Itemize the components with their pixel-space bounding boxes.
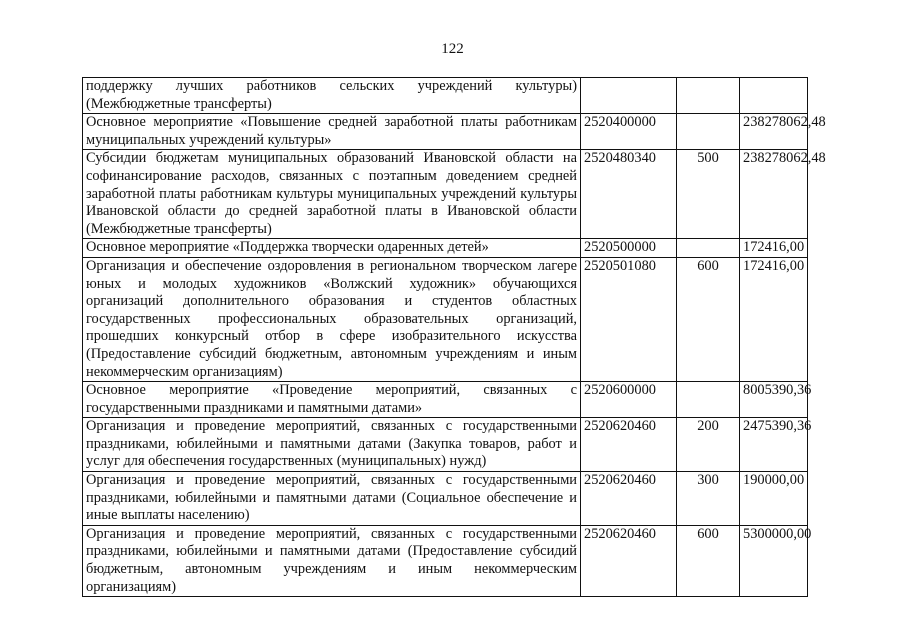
row-amount (740, 78, 808, 114)
row-expense-type (677, 78, 740, 114)
row-target-code (581, 78, 677, 114)
row-target-code: 2520600000 (581, 382, 677, 418)
table-row (83, 78, 808, 114)
budget-table (82, 77, 826, 597)
row-target-code: 2520480340 (581, 150, 677, 239)
row-description: поддержку лучших работников сельских учреждений культуры) (Межбюджетные трансферты) (83, 78, 581, 114)
row-target-code: 2520500000 (581, 239, 677, 258)
row-amount: 238278062,48 (740, 114, 808, 150)
table-row (83, 239, 808, 258)
table-row (83, 114, 808, 150)
table-row (83, 472, 808, 526)
row-amount: 172416,00 (740, 257, 808, 381)
row-amount: 172416,00 (740, 239, 808, 258)
row-target-code: 2520620460 (581, 525, 677, 596)
page-number: 122 (441, 41, 464, 57)
table-row (83, 382, 808, 418)
row-description: Основное мероприятие «Поддержка творчески одаренных детей» (83, 239, 581, 258)
row-description: Основное мероприятие «Повышение средней заработной платы работникам муниципальных учреждений культуры» (83, 114, 581, 150)
table-row (83, 525, 808, 596)
row-expense-type: 600 (677, 525, 740, 596)
row-description: Субсидии бюджетам муниципальных образований Ивановской области на софинансирование расходов, связанных с поэтапным доведением средней заработной платы работникам культуры муниципальных учреждений культуры Ивановской области до средней заработной платы в Ивановской области (Межбюджетные трансферты) (83, 150, 581, 239)
row-amount: 2475390,36 (740, 418, 808, 472)
row-expense-type: 200 (677, 418, 740, 472)
row-expense-type: 500 (677, 150, 740, 239)
row-description: Организация и проведение мероприятий, связанных с государственными праздниками, юбилейными и памятными датами (Закупка товаров, работ и услуг для обеспечения государственных (муниципальных) нужд) (83, 418, 581, 472)
row-expense-type (677, 114, 740, 150)
row-target-code: 2520620460 (581, 472, 677, 526)
row-amount: 238278062,48 (740, 150, 808, 239)
row-expense-type: 300 (677, 472, 740, 526)
table-row (83, 418, 808, 472)
table-row (83, 257, 808, 381)
row-description: Организация и проведение мероприятий, связанных с государственными праздниками, юбилейными и памятными датами (Предоставление субсидий бюджетным, автономным учреждениям и иным некоммерческим организациям) (83, 525, 581, 596)
row-amount: 8005390,36 (740, 382, 808, 418)
row-description: Основное мероприятие «Проведение мероприятий, связанных с государственными праздниками и памятными датами» (83, 382, 581, 418)
row-amount: 5300000,00 (740, 525, 808, 596)
row-expense-type (677, 239, 740, 258)
table-row (83, 150, 808, 239)
row-target-code: 2520400000 (581, 114, 677, 150)
row-expense-type: 600 (677, 257, 740, 381)
row-target-code: 2520501080 (581, 257, 677, 381)
row-description: Организация и проведение мероприятий, связанных с государственными праздниками, юбилейными и памятными датами (Социальное обеспечение и иные выплаты населению) (83, 472, 581, 526)
row-description: Организация и обеспечение оздоровления в региональном творческом лагере юных и молодых художников «Волжский художник» обучающихся организаций дополнительного образования и студентов областных государственных профессиональных образовательных организаций, прошедших конкурсный отбор в сфере изобразительного искусства (Предоставление субсидий бюджетным, автономным учреждениям и иным некоммерческим организациям) (83, 257, 581, 381)
row-amount: 190000,00 (740, 472, 808, 526)
row-expense-type (677, 382, 740, 418)
row-target-code: 2520620460 (581, 418, 677, 472)
